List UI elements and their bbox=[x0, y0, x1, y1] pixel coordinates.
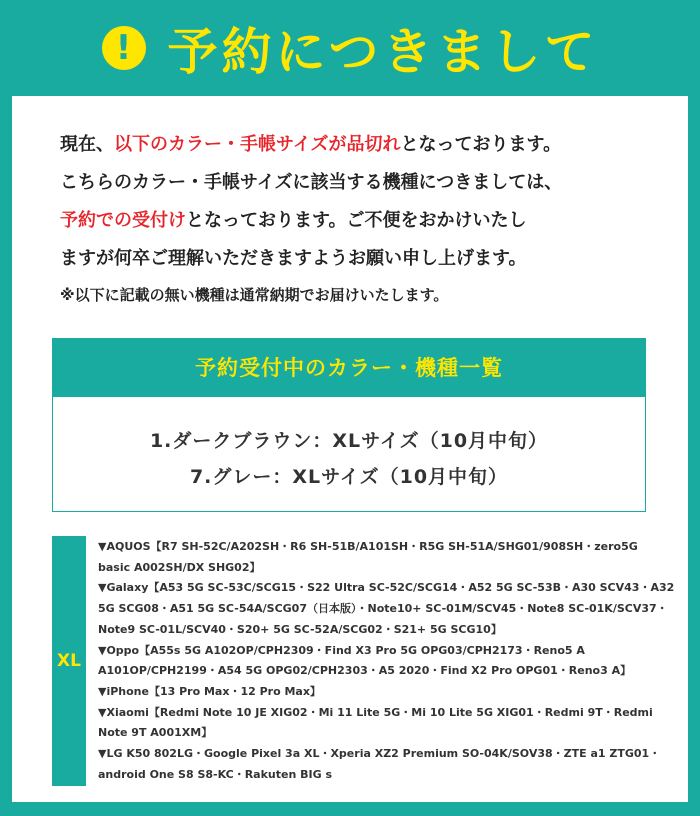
intro-text bbox=[60, 126, 660, 312]
size-label: XL bbox=[52, 536, 86, 786]
model-line: android One S8 S8-KC・Rakuten BIG s bbox=[98, 767, 333, 781]
intro-line-1-highlight: 以下のカラー・手帳サイズが品切れ bbox=[114, 134, 401, 155]
model-line: Note 9T A001XM】 bbox=[98, 726, 213, 740]
reserve-item: 1.ダークブラウン：XLサイズ（10月中旬） bbox=[149, 430, 549, 452]
model-line: ▼LG K50 802LG・Google Pixel 3a XL・Xperia XZ2 Premium SO-04K/SOV38・ZTE a1 ZTG01・ bbox=[98, 747, 661, 761]
intro-line-3-highlight: 予約での受付け bbox=[60, 210, 186, 231]
intro-line-1-a: 現在、 bbox=[60, 134, 114, 155]
model-line: Note9 SC-01L/SCV40・S20+ 5G SC-52A/SCG02・S21+ 5G SCG10】 bbox=[98, 622, 502, 636]
model-line: ▼AQUOS【R7 SH-52C/A202SH・R6 SH-51B/A101SH・R5G SH-51A/SHG01/908SH・zero5G bbox=[98, 540, 638, 553]
intro-line-1-b: となっております。 bbox=[400, 134, 562, 155]
model-line: ▼Oppo【A55s 5G A102OP/CPH2309・Find X3 Pro 5G OPG03/CPH2173・Reno5 A bbox=[98, 643, 585, 657]
intro-line-3 bbox=[60, 202, 660, 240]
reserve-list bbox=[53, 397, 645, 495]
model-list bbox=[98, 537, 675, 785]
exclamation-icon: ! bbox=[102, 26, 146, 70]
model-line: basic A002SH/DX SHG02】 bbox=[98, 560, 261, 574]
reserve-title: 予約受付中のカラー・機種一覧 bbox=[53, 339, 645, 397]
model-line: ▼Xiaomi【Redmi Note 10 JE XIG02・Mi 11 Lite 5G・Mi 10 Lite 5G XIG01・Redmi 9T・Redmi bbox=[98, 705, 653, 719]
page-title: 予約につきまして bbox=[167, 23, 599, 81]
model-line: A101OP/CPH2199・A54 5G OPG02/CPH2303・A5 2020・Find X2 Pro OPG01・Reno3 A】 bbox=[98, 664, 632, 678]
intro-line-1 bbox=[60, 126, 660, 164]
reserve-item: 7.グレー：XLサイズ（10月中旬） bbox=[189, 466, 509, 488]
reserve-box bbox=[52, 338, 646, 512]
header bbox=[0, 0, 700, 96]
model-line: ▼Galaxy【A53 5G SC-53C/SCG15・S22 Ultra SC-52C/SCG14・A52 5G SC-53B・A30 SCV43・A32 bbox=[98, 581, 675, 595]
intro-line-4: ますが何卒ご理解いただきますようお願い申し上げます。 bbox=[60, 248, 527, 269]
intro-line-3-b: となっております。ご不便をおかけいたし bbox=[186, 210, 527, 231]
model-list-section bbox=[52, 536, 675, 786]
intro-line-2: こちらのカラー・手帳サイズに該当する機種につきましては、 bbox=[60, 172, 563, 193]
model-line: 5G SCG08・A51 5G SC-54A/SCG07（日本版）・Note10+ SC-01M/SCV45・Note8 SC-01K/SCV37・ bbox=[98, 602, 668, 616]
model-line: ▼iPhone【13 Pro Max・12 Pro Max】 bbox=[98, 684, 321, 698]
intro-note: ※以下に記載の無い機種は通常納期でお届けいたします。 bbox=[60, 286, 449, 304]
content-panel bbox=[12, 96, 688, 802]
